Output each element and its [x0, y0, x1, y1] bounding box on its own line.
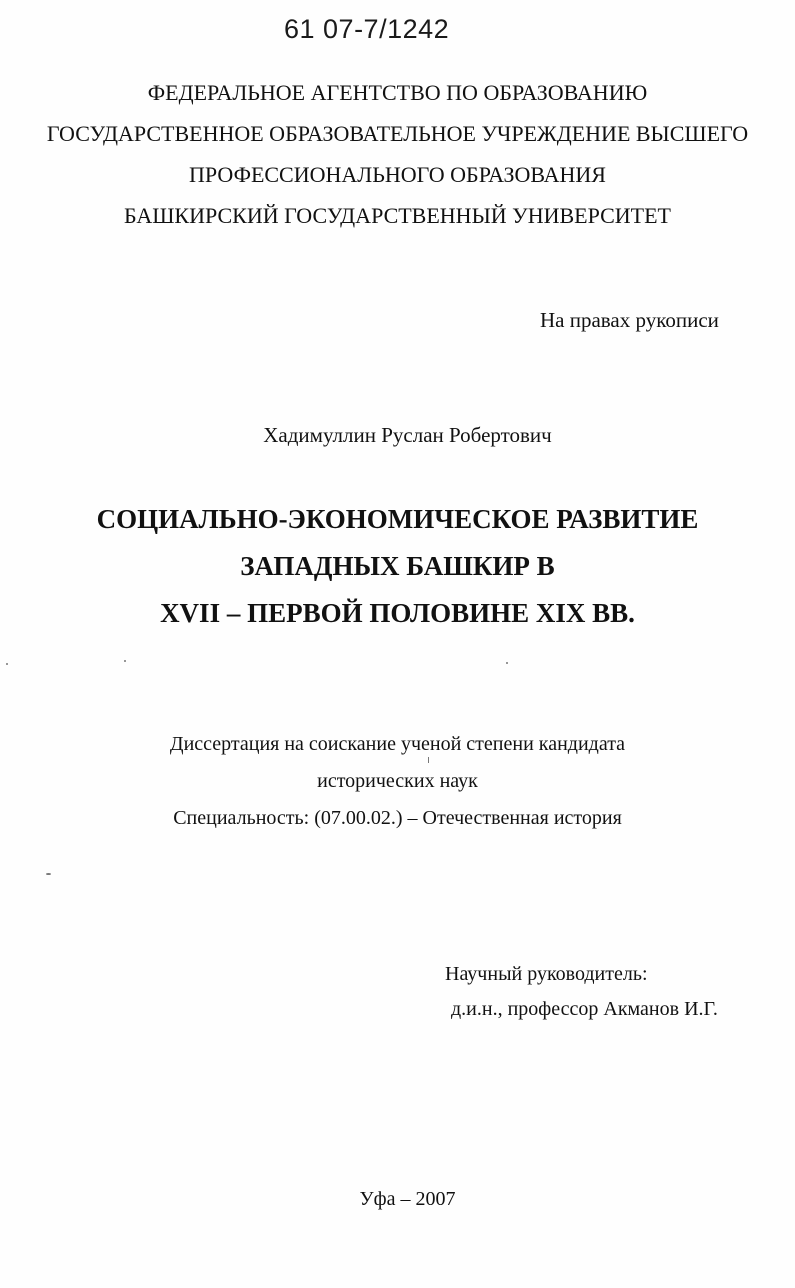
dissertation-title	[0, 496, 795, 637]
description-line: Диссертация на соискание ученой степени кандидата	[169, 733, 626, 755]
manuscript-rights-note: На правах рукописи	[540, 308, 719, 332]
organization-line: ГОСУДАРСТВЕННОЕ ОБРАЗОВАТЕЛЬНОЕ УЧРЕЖДЕНИЕ ВЫСШЕГО	[46, 121, 749, 146]
city-year: Уфа – 2007	[359, 1188, 456, 1210]
scan-speck	[6, 663, 8, 665]
title-line: ЗАПАДНЫХ БАШКИР В	[240, 551, 555, 581]
scan-speck	[506, 662, 508, 664]
description-line: Специальность: (07.00.02.) – Отечественная история	[173, 807, 622, 829]
organization-line: ПРОФЕССИОНАЛЬНОГО ОБРАЗОВАНИЯ	[189, 162, 606, 187]
supervisor-label: Научный руководитель:	[445, 963, 648, 985]
archive-stamp-code: 61 07-7/1242	[284, 14, 450, 44]
scan-speck	[428, 757, 429, 763]
supervisor-name: д.и.н., профессор Акманов И.Г.	[451, 998, 718, 1020]
title-line: XVII – ПЕРВОЙ ПОЛОВИНЕ XIX ВВ.	[160, 598, 635, 628]
title-line: СОЦИАЛЬНО-ЭКОНОМИЧЕСКОЕ РАЗВИТИЕ	[96, 504, 699, 534]
scan-speck	[124, 660, 126, 662]
organization-line: ФЕДЕРАЛЬНОЕ АГЕНТСТВО ПО ОБРАЗОВАНИЮ	[147, 80, 648, 105]
author-name: Хадимуллин Руслан Робертович	[263, 423, 552, 447]
organization-line: БАШКИРСКИЙ ГОСУДАРСТВЕННЫЙ УНИВЕРСИТЕТ	[124, 203, 671, 228]
dissertation-description	[0, 726, 795, 837]
scan-speck	[46, 873, 51, 875]
description-line: исторических наук	[317, 770, 478, 792]
organization-header	[0, 72, 795, 236]
supervisor-block	[445, 957, 718, 1027]
